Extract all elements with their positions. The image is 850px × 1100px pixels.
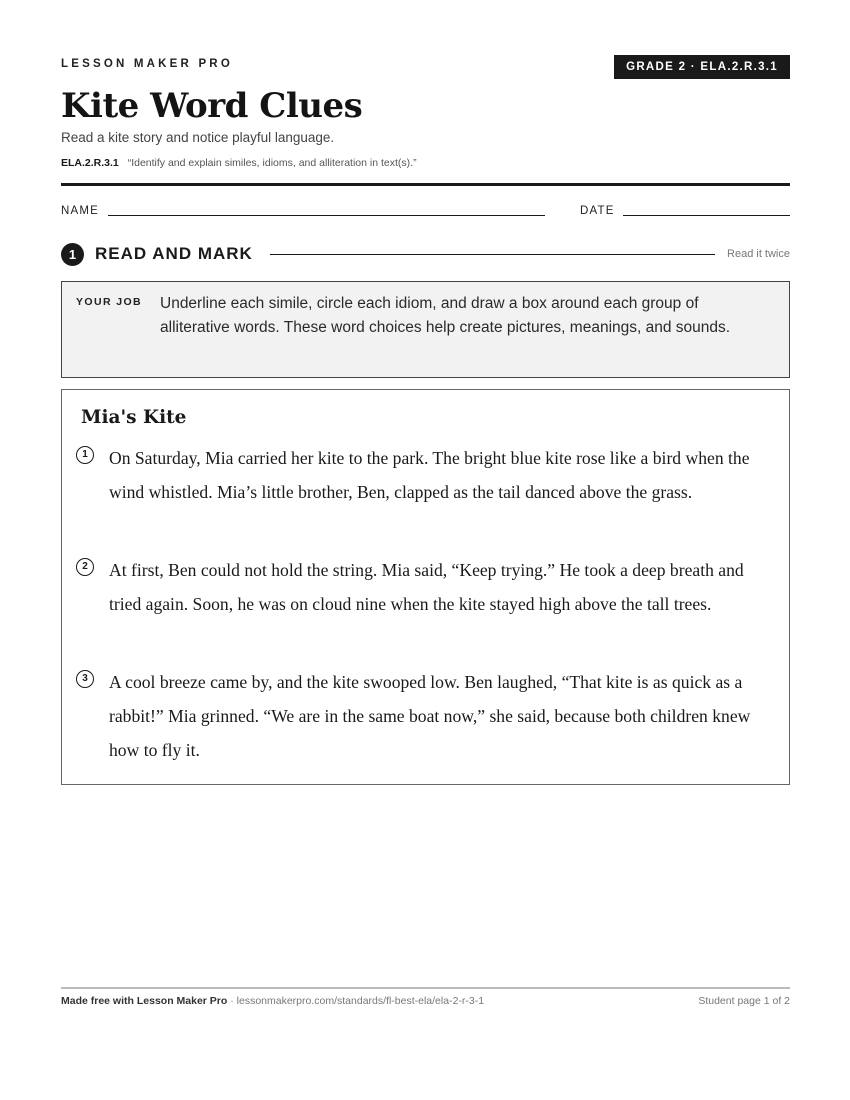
section-title: READ AND MARK bbox=[95, 244, 253, 263]
footer-credit bbox=[61, 995, 484, 1007]
paragraph-number: 1 bbox=[76, 446, 94, 464]
story-title: Mia's Kite bbox=[81, 407, 187, 428]
page-subtitle: Read a kite story and notice playful language. bbox=[61, 130, 335, 145]
footer-divider bbox=[61, 987, 790, 989]
standard-text: “Identify and explain similes, idioms, and alliteration in text(s).” bbox=[127, 157, 417, 169]
date-field[interactable] bbox=[623, 215, 790, 216]
section-note: Read it twice bbox=[727, 248, 790, 260]
paragraph-text: At first, Ben could not hold the string. Mia said, “Keep trying.” He took a deep breath and tried again. Soon, he was on cloud nine when the kite stayed high above the tall trees. bbox=[109, 560, 744, 614]
paragraph-number: 3 bbox=[76, 670, 94, 688]
worksheet-page bbox=[61, 0, 790, 1100]
section-number-badge: 1 bbox=[61, 243, 84, 266]
paragraph-text: A cool breeze came by, and the kite swooped low. Ben laughed, “That kite is as quick as a rabbit!” Mia grinned. “We are in the same boat now,” she said, because both children knew how to fly it. bbox=[109, 672, 751, 760]
name-field[interactable] bbox=[108, 215, 545, 216]
section-divider bbox=[270, 254, 715, 255]
footer-url[interactable]: · lessonmakerpro.com/standards/fl-best-ela/ela-2-r-3-1 bbox=[227, 995, 485, 1007]
header-divider bbox=[61, 183, 790, 186]
name-label: NAME bbox=[61, 205, 100, 217]
page-title: Kite Word Clues bbox=[61, 86, 363, 126]
paragraph-number: 2 bbox=[76, 558, 94, 576]
instructions-label: YOUR JOB bbox=[76, 296, 143, 308]
paragraph-text: On Saturday, Mia carried her kite to the park. The bright blue kite rose like a bird when the wind whistled. Mia’s little brother, Ben, clapped as the tail danced above the grass. bbox=[109, 448, 750, 502]
date-label: DATE bbox=[580, 205, 615, 217]
footer-made-with: Made free with Lesson Maker Pro bbox=[61, 995, 228, 1007]
instructions-text: Underline each simile, circle each idiom, and draw a box around each group of alliterative words. These word choices help create pictures, meanings, and sounds. bbox=[160, 295, 731, 336]
instructions-box bbox=[61, 281, 790, 378]
standard-line bbox=[61, 157, 417, 169]
story-box bbox=[61, 389, 790, 785]
standard-code: ELA.2.R.3.1 bbox=[61, 157, 119, 169]
brand-name: LESSON MAKER PRO bbox=[61, 58, 233, 70]
footer-page-number: Student page 1 of 2 bbox=[698, 995, 790, 1007]
grade-badge: GRADE 2 · ELA.2.R.3.1 bbox=[614, 55, 790, 79]
